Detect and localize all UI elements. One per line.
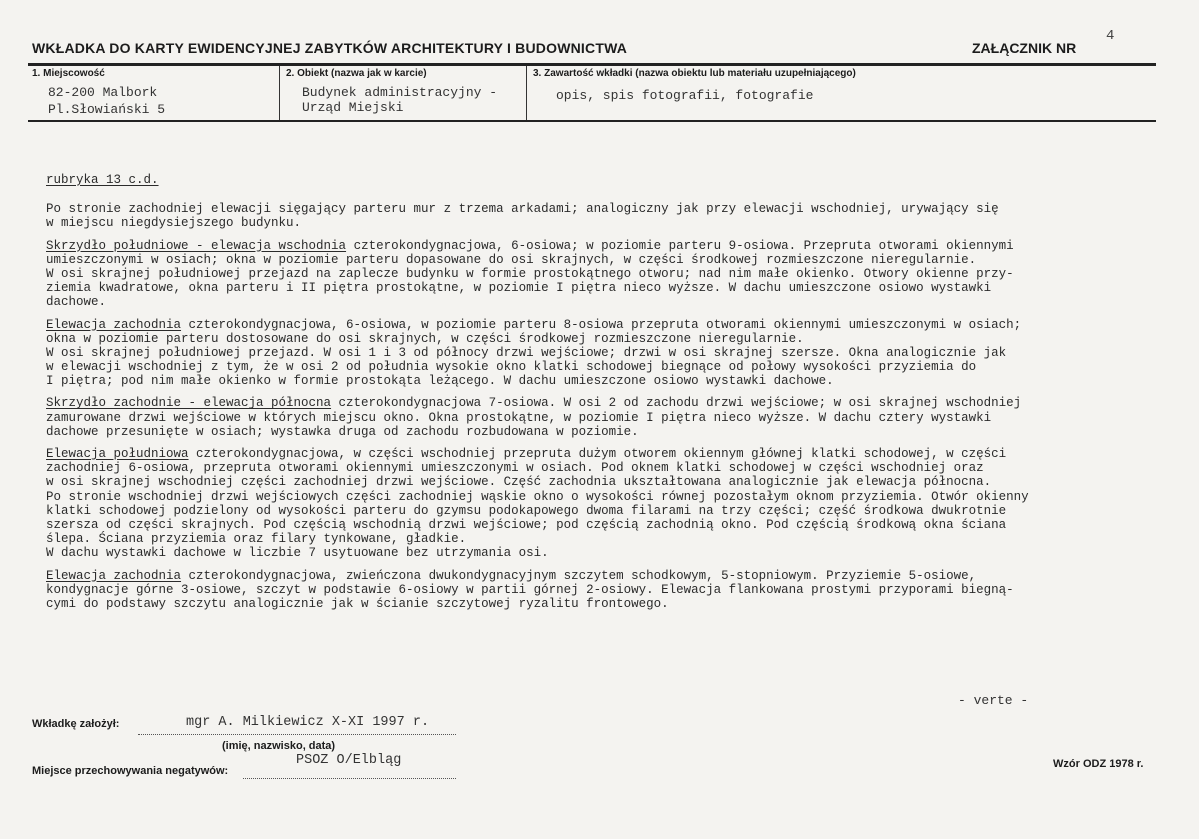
page-number: 4 bbox=[1106, 28, 1115, 44]
storage-label: Miejsce przechowywania negatywów: bbox=[32, 765, 229, 777]
paragraph-line: kondygnacje górne 3-osiowe, szczyt w podstawie 6-osiowy w partii górnej 2-osiowy. Elewacja flankowana prostymi przyporami biegną- bbox=[46, 582, 1014, 597]
paragraph-line: W dachu wystawki dachowe w liczbie 7 usytuowane bez utrzymania osi. bbox=[46, 546, 549, 561]
paragraph-line: zachodniej 6-osiowa, przepruta otworami okiennymi umieszczonymi w osiach. Pod oknem klatki schodowej w części wschodniej oraz bbox=[46, 461, 984, 476]
paragraph-line: ziemia kwadratowe, okna parteru i II piętra prostokątne, w poziomie I piętra nieco wyższe. W dachu umieszczone osiowo wystawki bbox=[46, 281, 992, 296]
form-template-label: Wzór ODZ 1978 r. bbox=[1053, 758, 1144, 770]
object-value-line-2: Urząd Miejski bbox=[302, 100, 404, 115]
paragraph-line: dachowe. bbox=[46, 295, 107, 310]
verte-note: - verte - bbox=[958, 693, 1029, 708]
author-label: Wkładkę założył: bbox=[32, 718, 120, 730]
paragraph-heading: Elewacja południowa bbox=[46, 447, 189, 461]
storage-value: PSOZ O/Elbląg bbox=[296, 753, 402, 768]
object-label: 2. Obiekt (nazwa jak w karcie) bbox=[286, 68, 427, 79]
description-body bbox=[46, 173, 1126, 611]
paragraph-line: okna w poziomie parteru dostosowane do osi skrajnych, w części środkowej rozmieszczone nieregularnie. bbox=[46, 331, 804, 346]
author-value: mgr A. Milkiewicz X-XI 1997 r. bbox=[186, 715, 430, 730]
place-value-line-1: 82-200 Malbork bbox=[48, 85, 158, 100]
paragraph-heading: Skrzydło południowe - elewacja wschodnia bbox=[46, 238, 347, 253]
document-title: WKŁADKA DO KARTY EWIDENCYJNEJ ZABYTKÓW ARCHITEKTURY I BUDOWNICTWA bbox=[32, 40, 628, 56]
paragraph-heading: Elewacja zachodnia bbox=[46, 317, 182, 332]
paragraph-line: szersza od części skrajnych. Pod częścią wschodnią drzwi wejściowe; pod częścią zachodnią okno. Pod częścią środkową okna ściana bbox=[46, 517, 1007, 532]
paragraph-line: Skrzydło południowe - elewacja wschodnia czterokondygnacjowa, 6-osiowa; w poziomie parteru 9-osiowa. Przepruta otworami okiennymi bbox=[46, 238, 1014, 253]
paragraph-line: cymi do podstawy szczytu analogicznie jak w ścianie szczytowej ryzalitu frontowego. bbox=[46, 596, 669, 611]
place-label: 1. Miejscowość bbox=[32, 68, 105, 79]
header-divider-2 bbox=[526, 66, 527, 120]
paragraph-line: umieszczonymi w osiach; okna w poziomie parteru dopasowane do osi skrajnych, w części środkowej rozmieszczone nieregularnie. bbox=[46, 252, 977, 267]
paragraph-line: Elewacja zachodnia czterokondygnacjowa, zwieńczona dwukondygnacyjnym szczytem schodkowym, 5-stopniowym. Przyziemie 5-osiowe, bbox=[46, 568, 977, 583]
section-title: rubryka 13 c.d. bbox=[46, 173, 159, 187]
paragraph-line: Elewacja południowa czterokondygnacjowa, w części wschodniej przepruta dużym otworem okiennym głównej klatki schodowej, w części bbox=[46, 447, 1007, 461]
object-value-line-1: Budynek administracyjny - bbox=[302, 85, 498, 100]
paragraph-line: w miejscu niegdysiejszego budynku. bbox=[46, 216, 302, 231]
paragraph-line: w osi skrajnej wschodniej części zachodniej drzwi wejściowe. Część zachodnia ukształtowana analogicznie jak elewacja północna. bbox=[46, 475, 992, 490]
author-caption: (imię, nazwisko, data) bbox=[222, 740, 336, 752]
header-top-rule bbox=[28, 63, 1156, 66]
header-divider-1 bbox=[279, 66, 280, 120]
author-dotted-line bbox=[138, 733, 456, 735]
paragraph-line: Po stronie wschodniej drzwi wejściowych części zachodniej wąskie okno o wysokości równej pozostałym oknom przyziemia. Otwór okienny bbox=[46, 489, 1029, 504]
paragraph-heading: Elewacja zachodnia bbox=[46, 568, 182, 583]
place-value-line-2: Pl.Słowiański 5 bbox=[48, 102, 166, 117]
paragraph-line: Elewacja zachodnia czterokondygnacjowa, 6-osiowa, w poziomie parteru 8-osiowa przepruta otworami okiennymi umieszczonymi w osiach; bbox=[46, 317, 1022, 332]
header-bottom-rule bbox=[28, 120, 1156, 122]
paragraph-line: I piętra; pod nim małe okienko w formie prostokąta leżącego. W dachu umieszczone osiowo wystawki dachowe. bbox=[46, 374, 834, 389]
paragraph-line: klatki schodowej podzielony od wysokości parteru do gzymsu podokapowego dwoma filarami na trzy części; część środkowa dwukrotnie bbox=[46, 503, 1007, 518]
paragraph-line: zamurowane drzwi wejściowe w których miejscu okno. Okna prostokątne, w poziomie I piętra nieco wyższe. W dachu cztery wystawki bbox=[46, 410, 992, 425]
paragraph-heading: Skrzydło zachodnie - elewacja północna bbox=[46, 396, 332, 411]
paragraph-line: Po stronie zachodniej elewacji sięgający parteru mur z trzema arkadami; analogiczny jak przy elewacji wschodniej, urywający się bbox=[46, 202, 999, 217]
paragraph-line: dachowe przesunięte w osiach; wystawka druga od zachodu rozbudowana w poziomie. bbox=[46, 424, 639, 439]
paragraph-line: W osi skrajnej południowej przejazd na zaplecze budynku w formie prostokątnego otworu; nad nim małe okienko. Otwory okienne przy- bbox=[46, 266, 1014, 281]
paragraph-line: w elewacji wschodniej z tym, że w osi 2 od południa wysokie okno klatki schodowej biegnące od połowy wysokości przyziemia do bbox=[46, 360, 977, 375]
paragraph-line: W osi skrajnej południowej przejazd. W osi 1 i 3 od północy drzwi wejściowe; drzwi w osi skrajnej szersze. Okna analogicznie jak bbox=[46, 345, 1007, 360]
contents-label: 3. Zawartość wkładki (nazwa obiektu lub materiału uzupełniającego) bbox=[533, 68, 856, 79]
annex-label: ZAŁĄCZNIK NR bbox=[972, 40, 1077, 56]
paragraph-line: Skrzydło zachodnie - elewacja północna czterokondygnacjowa 7-osiowa. W osi 2 od zachodu drzwi wejściowe; w osi skrajnej wschodniej bbox=[46, 396, 1022, 411]
storage-dotted-line bbox=[243, 777, 456, 779]
paragraph-line: ślepa. Ściana przyziemia oraz filary tynkowane, gładkie. bbox=[46, 532, 467, 547]
contents-value: opis, spis fotografii, fotografie bbox=[556, 88, 814, 103]
